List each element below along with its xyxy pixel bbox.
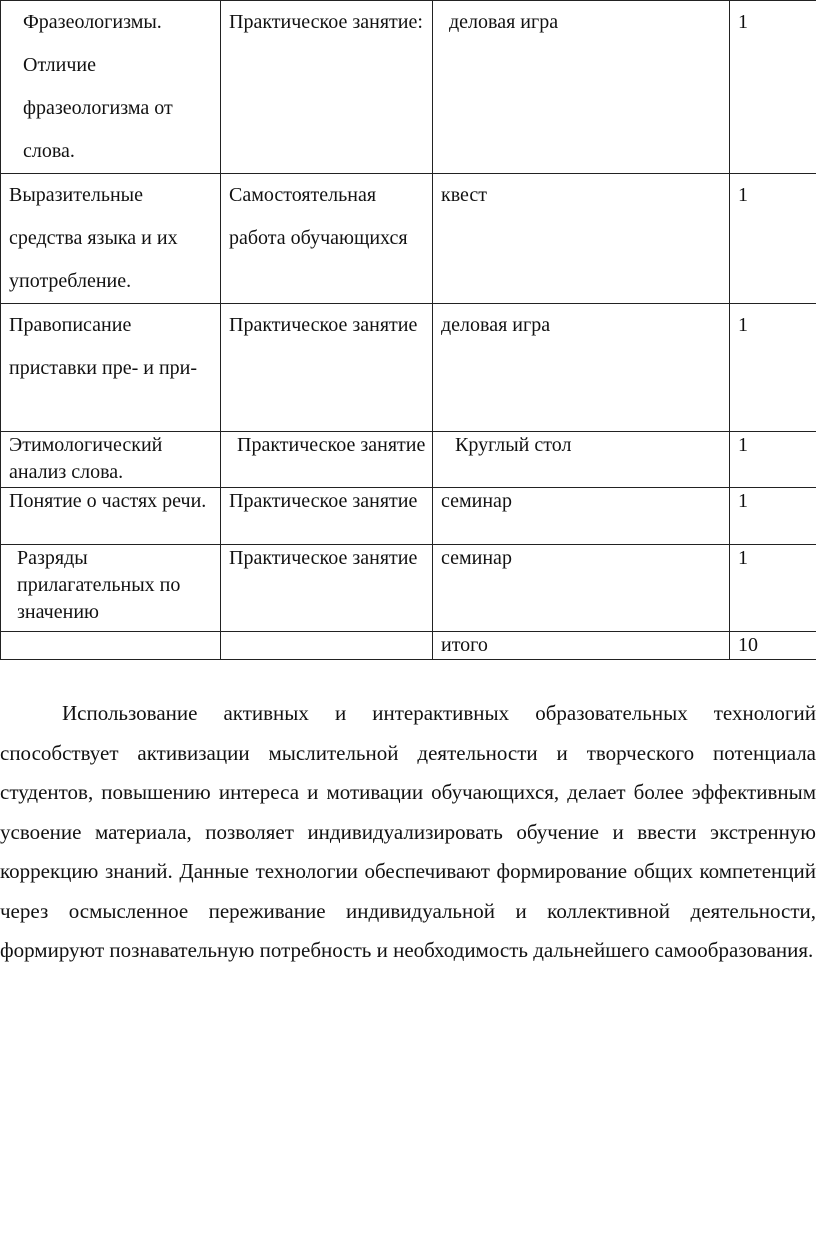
method-cell: деловая игра (433, 1, 730, 174)
method-cell: деловая игра (433, 304, 730, 432)
hours-cell: 1 (730, 304, 816, 432)
total-label: итого (433, 632, 730, 660)
hours-cell: 1 (730, 432, 816, 488)
table-row (1, 432, 816, 488)
table-row (1, 174, 816, 304)
method-cell: семинар (433, 545, 730, 632)
method-cell: квест (433, 174, 730, 304)
topic-cell: Разряды прилагательных по значению (1, 545, 221, 632)
total-hours: 10 (730, 632, 816, 660)
empty-cell (1, 632, 221, 660)
topic-cell: Этимологический анализ слова. (1, 432, 221, 488)
topic-cell: Понятие о частях речи. (1, 488, 221, 545)
topic-cell: Выразительные средства языка и их употребление. (1, 174, 221, 304)
form-cell: Практическое занятие (221, 432, 433, 488)
topic-cell: Правописание приставки пре- и при- (1, 304, 221, 432)
table-row (1, 488, 816, 545)
table-row (1, 304, 816, 432)
form-cell: Самостоятельная работа обучающихся (221, 174, 433, 304)
method-cell: семинар (433, 488, 730, 545)
form-cell: Практическое занятие: (221, 1, 433, 174)
hours-cell: 1 (730, 174, 816, 304)
table-row (1, 545, 816, 632)
form-cell: Практическое занятие (221, 545, 433, 632)
topic-cell: Фразеологизмы. Отличие фразеологизма от слова. (1, 1, 221, 174)
hours-cell: 1 (730, 488, 816, 545)
body-paragraph: Использование активных и интерактивных образовательных технологий способствует активизации мыслительной деятельности и творческого потенциала студентов, повышению интереса и мотивации обучающихся, делает более эффективным усвоение материала, позволяет индивидуализировать обучение и ввести экстренную коррекцию знаний. Данные технологии обеспечивают формирование общих компетенций через осмысленное переживание индивидуальной и коллективной деятельности, формируют познавательную потребность и необходимость дальнейшего самообразования. (0, 701, 816, 962)
form-cell: Практическое занятие (221, 304, 433, 432)
form-cell: Практическое занятие (221, 488, 433, 545)
hours-cell: 1 (730, 1, 816, 174)
empty-cell (221, 632, 433, 660)
hours-cell: 1 (730, 545, 816, 632)
total-row (1, 632, 816, 660)
table-row (1, 1, 816, 174)
method-cell: Круглый стол (433, 432, 730, 488)
